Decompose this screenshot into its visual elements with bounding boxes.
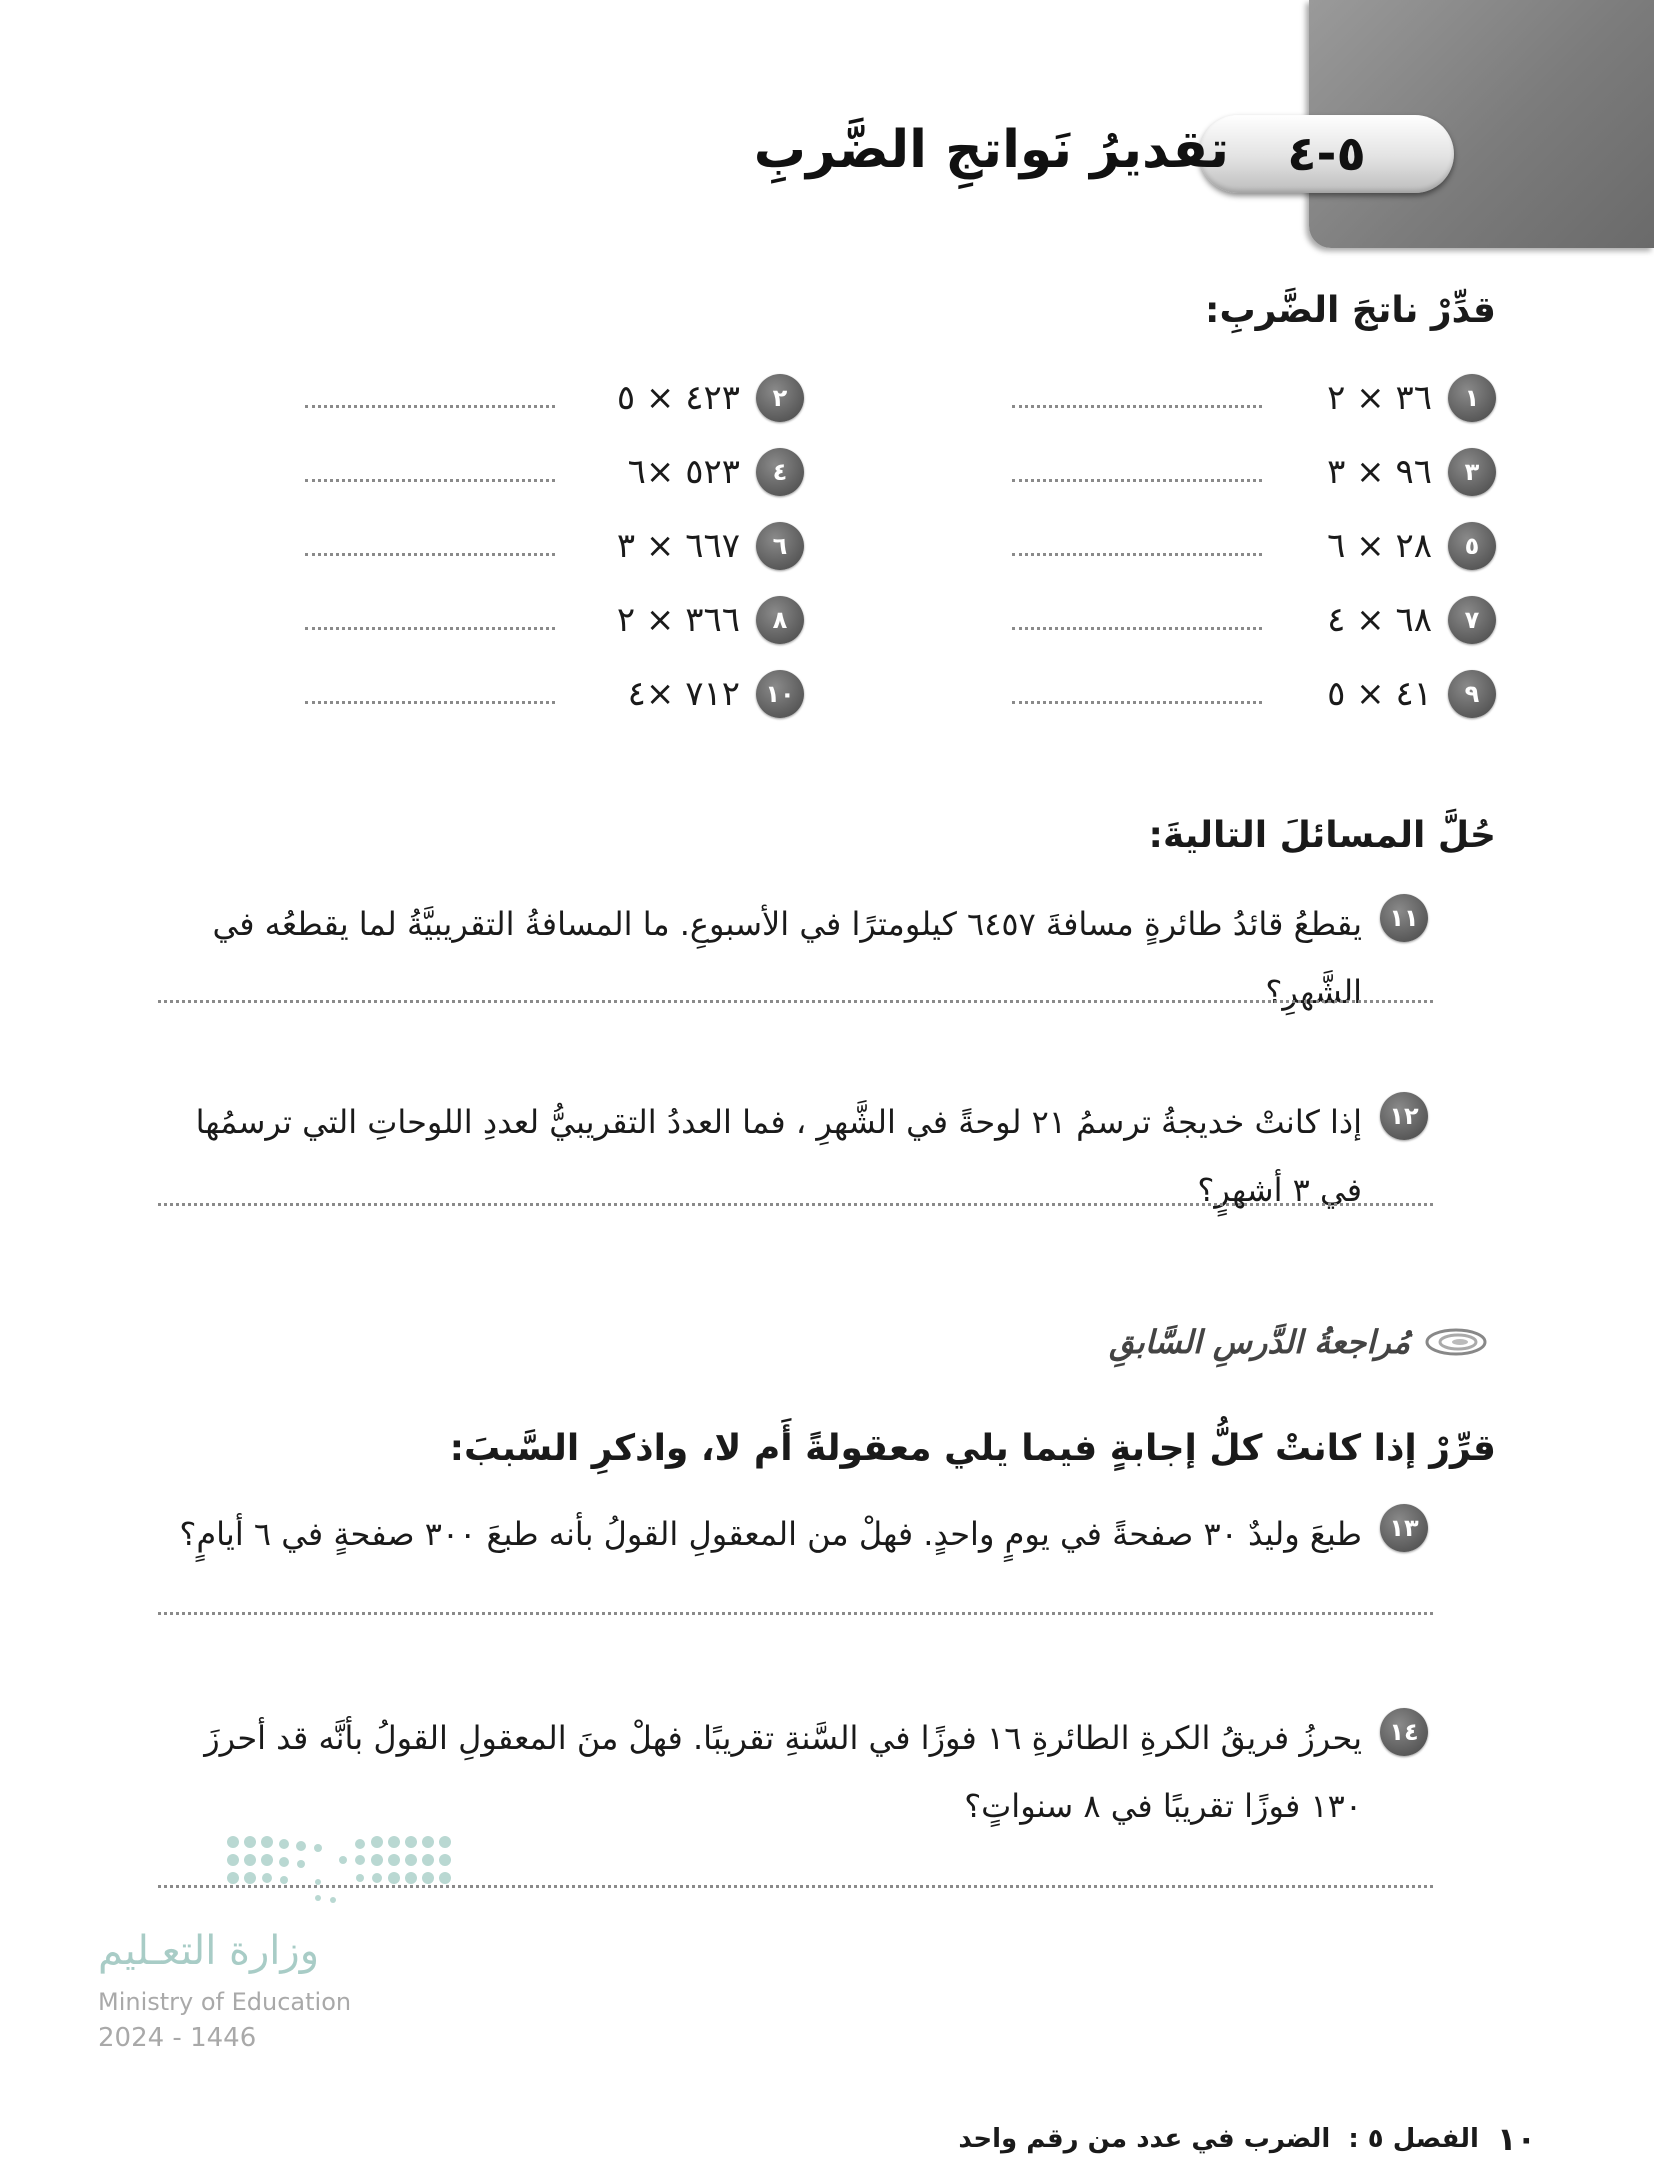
- exercise-expression: ٧١٢ ×٤: [627, 674, 740, 714]
- lesson-number-badge: [1199, 115, 1454, 193]
- section-heading-estimate: قدِّرْ ناتجَ الضَّربِ:: [1205, 290, 1496, 331]
- exercise-4: [628, 446, 804, 498]
- answer-line-5[interactable]: [1012, 553, 1262, 556]
- chapter-label: الفصل ٥ :: [1348, 2124, 1479, 2154]
- lesson-title: تقديرُ نَواتجِ الضَّربِ: [753, 120, 1229, 180]
- answer-line-3[interactable]: [1012, 479, 1262, 482]
- exercise-number-badge: ٨: [756, 596, 804, 644]
- problem-number-badge: ١٢: [1380, 1092, 1428, 1140]
- problem-11: [148, 890, 1428, 1026]
- answer-line-13[interactable]: [158, 1612, 1433, 1615]
- exercise-expression: ٣٦٦ × ٢: [616, 600, 740, 640]
- problem-14: [148, 1704, 1428, 1840]
- problem-text: يحرزُ فريقُ الكرةِ الطائرةِ ١٦ فوزًا في السَّنةِ تقريبًا. فهلْ منَ المعقولِ القولُ بأنَّه قد أحرزَ ١٣٠ فوزًا تقريبًا في ٨ سنواتٍ؟: [204, 1719, 1362, 1825]
- exercise-9: [1327, 668, 1496, 720]
- exercise-number-badge: ٢: [756, 374, 804, 422]
- problem-number-badge: ١١: [1380, 894, 1428, 942]
- exercise-expression: ٢٨ × ٦: [1327, 526, 1432, 566]
- exercise-5: [1327, 520, 1496, 572]
- answer-line-8[interactable]: [305, 627, 555, 630]
- answer-line-1[interactable]: [1012, 405, 1262, 408]
- review-heading: [1109, 1312, 1488, 1372]
- answer-line-9[interactable]: [1012, 701, 1262, 704]
- exercise-expression: ٥٢٣ ×٦: [627, 452, 740, 492]
- problem-text: طبعَ وليدٌ ٣٠ صفحةً في يومٍ واحدٍ. فهلْ من المعقولِ القولُ بأنه طبعَ ٣٠٠ صفحةٍ في ٦ أيامٍ؟: [179, 1515, 1362, 1553]
- exercise-8: [617, 594, 804, 646]
- exercise-number-badge: ٣: [1448, 448, 1496, 496]
- exercise-number-badge: ٩: [1448, 670, 1496, 718]
- section-heading-problems: حُلَّ المسائلَ التاليةَ:: [1148, 815, 1496, 856]
- ministry-name-arabic: وزارة التعـليم: [98, 1928, 320, 1974]
- page-number: ١٠: [1496, 2120, 1536, 2158]
- exercise-expression: ٦٨ × ٤: [1327, 600, 1432, 640]
- review-swirl-icon: [1424, 1325, 1488, 1359]
- answer-line-4[interactable]: [305, 479, 555, 482]
- ministry-name-english: Ministry of Education: [98, 1988, 352, 2016]
- answer-line-10[interactable]: [305, 701, 555, 704]
- exercise-expression: ٦٦٧ × ٣: [616, 526, 740, 566]
- problem-text: إذا كانتْ خديجةُ ترسمُ ٢١ لوحةً في الشَّهرِ ، فما العددُ التقريبيُّ لعددِ اللوحاتِ التي ترسمُها في ٣ أشهرٍ؟: [195, 1103, 1362, 1209]
- review-instruction: قرِّرْ إذا كانتْ كلُّ إجابةٍ فيما يلي معقولةً أَم لا، واذكرِ السَّببَ:: [449, 1428, 1496, 1469]
- exercise-7: [1327, 594, 1496, 646]
- exercise-expression: ٣٦ × ٢: [1327, 378, 1432, 418]
- chapter-title: الضرب في عدد من رقم واحد: [958, 2124, 1331, 2154]
- exercise-number-badge: ١٠: [756, 670, 804, 718]
- page-footer: [836, 2120, 1536, 2158]
- problem-13: [148, 1500, 1428, 1568]
- exercise-number-badge: ٦: [756, 522, 804, 570]
- answer-line-12[interactable]: [158, 1203, 1433, 1206]
- exercise-number-badge: ٧: [1448, 596, 1496, 644]
- exercise-number-badge: ١: [1448, 374, 1496, 422]
- answer-line-11[interactable]: [158, 1000, 1433, 1003]
- exercise-expression: ٩٦ × ٣: [1327, 452, 1432, 492]
- ministry-year: 2024 - 1446: [98, 2023, 257, 2053]
- problem-number-badge: ١٣: [1380, 1504, 1428, 1552]
- lesson-number: ٥-٤: [1287, 126, 1366, 182]
- review-heading-text: مُراجعةُ الدَّرسِ السَّابقِ: [1109, 1323, 1410, 1361]
- answer-line-6[interactable]: [305, 553, 555, 556]
- exercise-expression: ٤١ × ٥: [1327, 674, 1432, 714]
- exercise-number-badge: ٤: [756, 448, 804, 496]
- exercise-3: [1327, 446, 1496, 498]
- answer-line-7[interactable]: [1012, 627, 1262, 630]
- exercise-2: [617, 372, 804, 424]
- exercise-number-badge: ٥: [1448, 522, 1496, 570]
- exercise-6: [617, 520, 804, 572]
- exercise-expression: ٤٢٣ × ٥: [616, 378, 740, 418]
- answer-line-2[interactable]: [305, 405, 555, 408]
- problem-number-badge: ١٤: [1380, 1708, 1428, 1756]
- exercise-1: [1327, 372, 1496, 424]
- exercise-10: [628, 668, 804, 720]
- problem-text: يقطعُ قائدُ طائرةٍ مسافةَ ٦٤٥٧ كيلومترًا في الأسبوعِ. ما المسافةُ التقريبيَّةُ لما يقطعُه في الشَّهرِ؟: [212, 905, 1362, 1011]
